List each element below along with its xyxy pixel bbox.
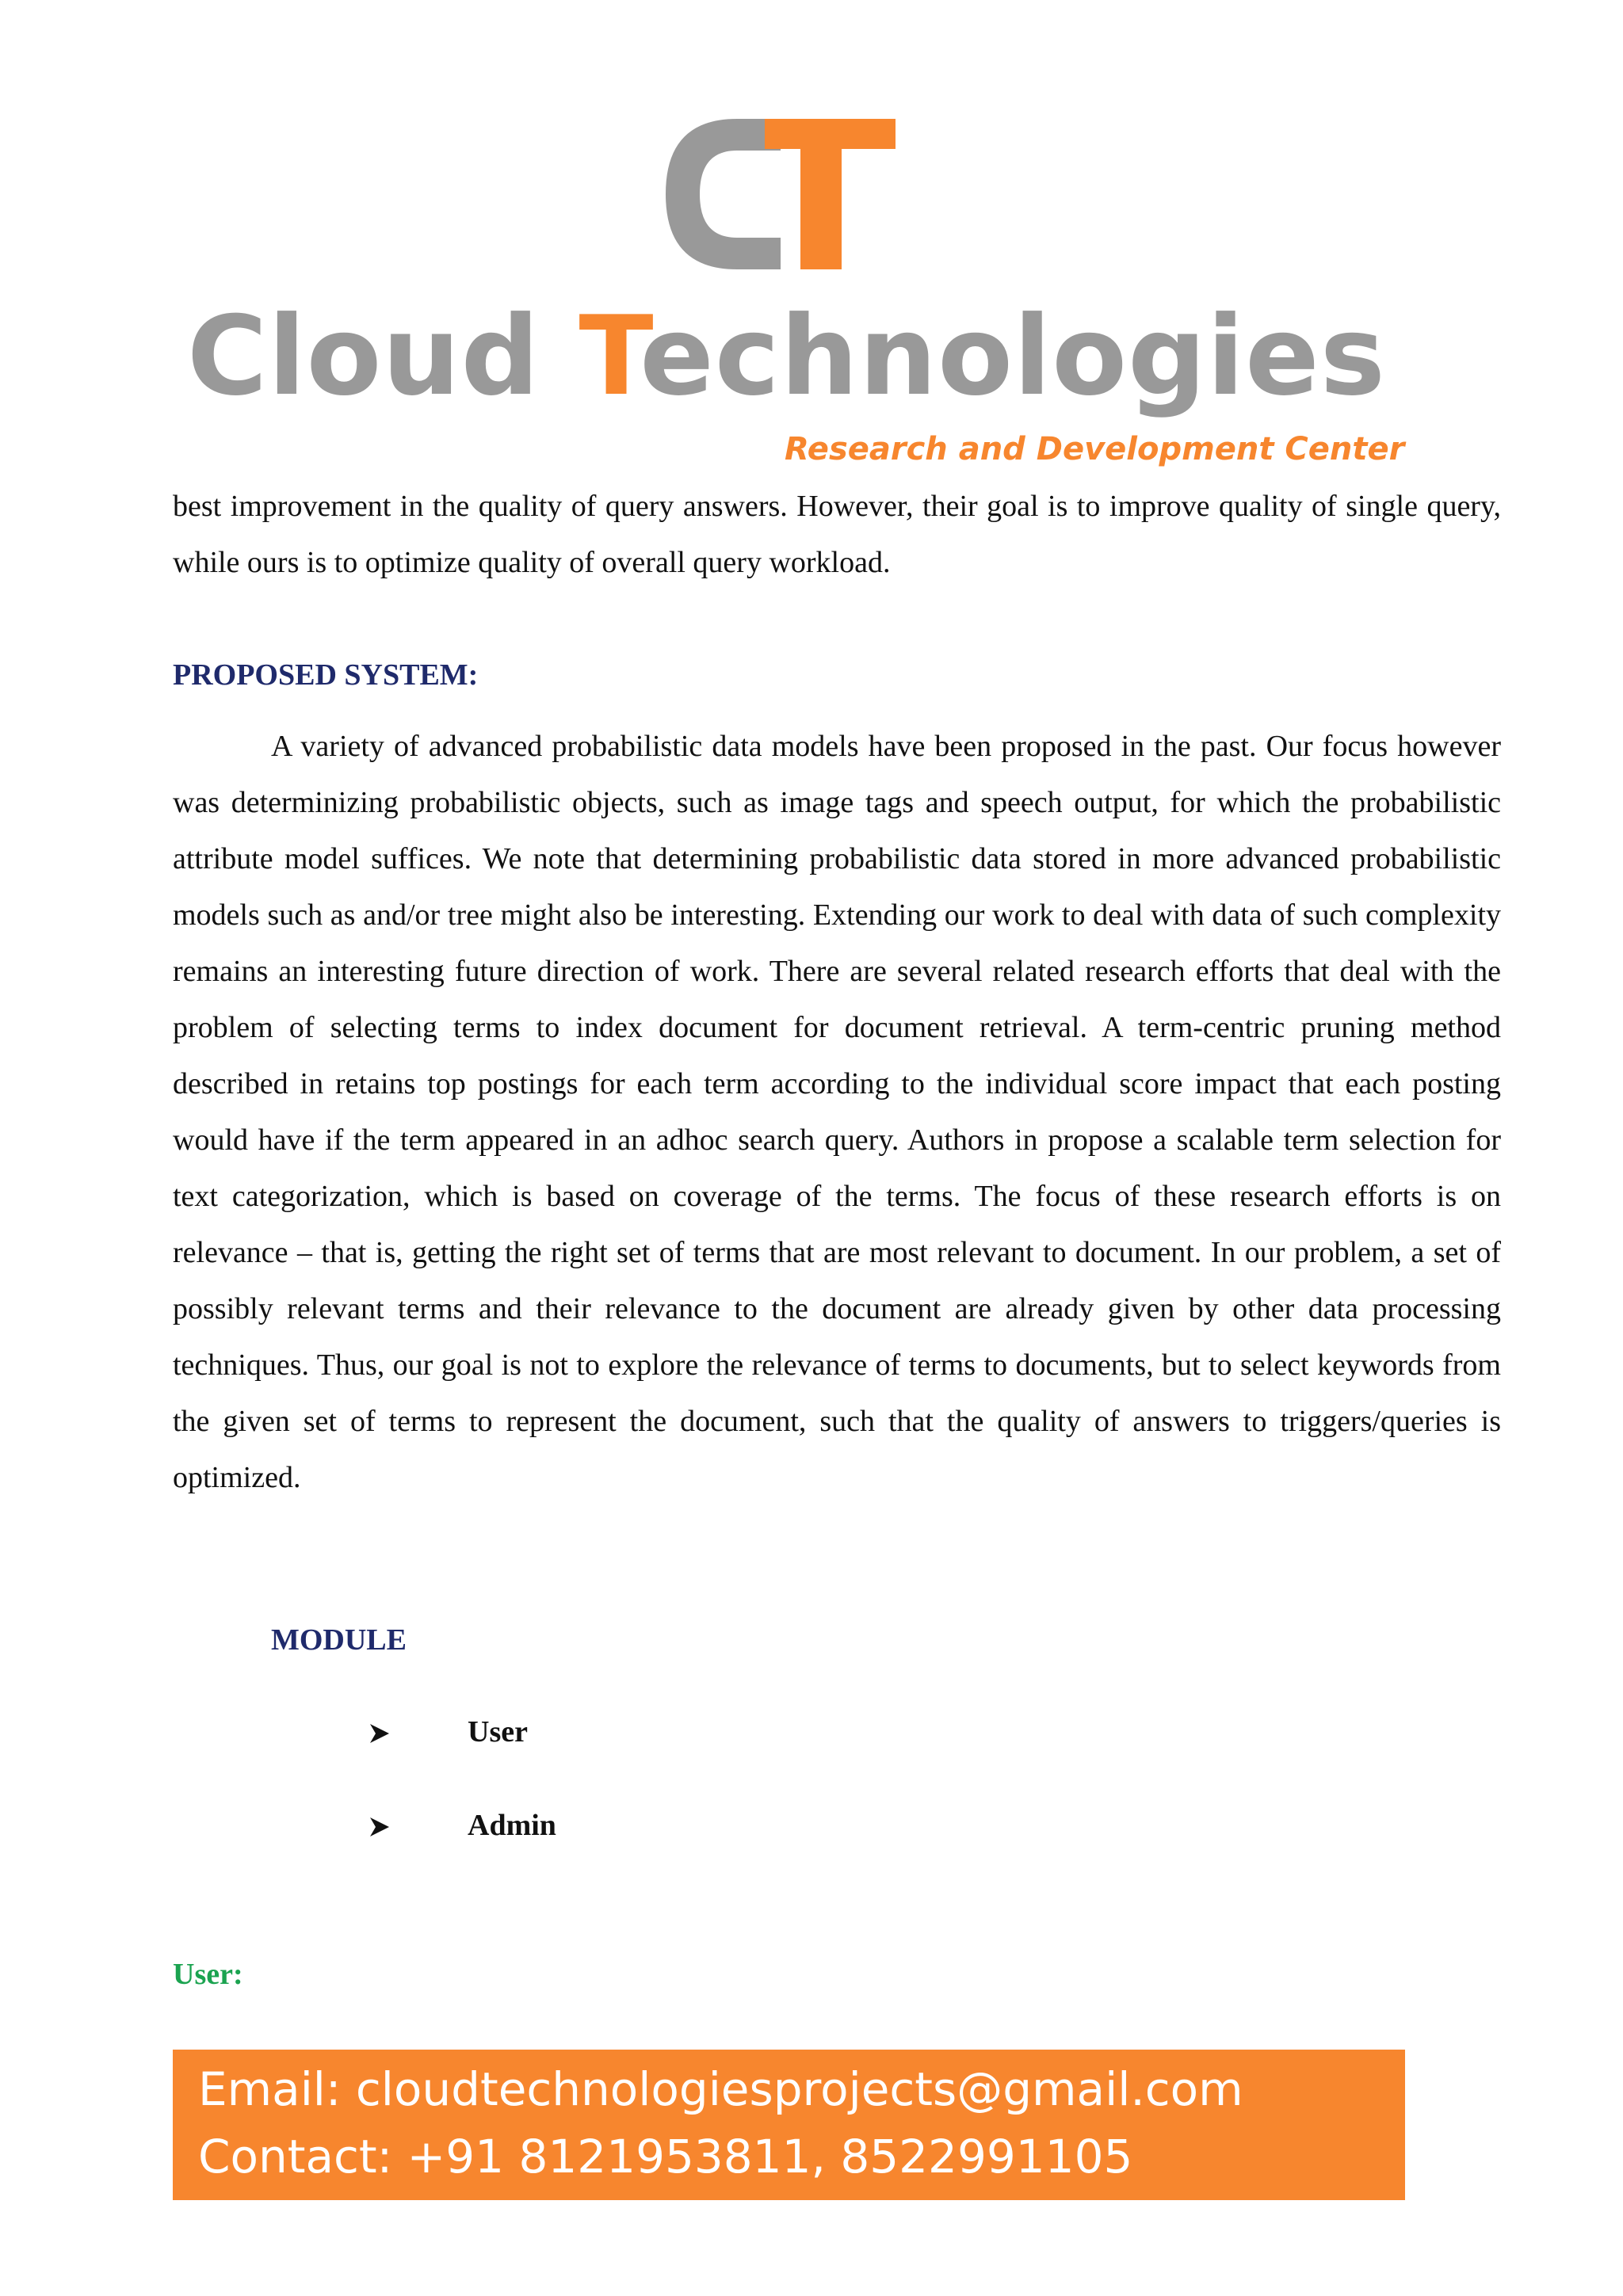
intro-paragraph: best improvement in the quality of query answers. However, their goal is to improve quality of single query, while ours is to optimize quality of overall query workload.: [173, 490, 1501, 579]
logo-title: [187, 293, 1423, 420]
user-heading: User:: [173, 1958, 243, 1991]
cloud-technologies-logo-icon: [662, 119, 899, 277]
contact-email: Email: cloudtechnologiesprojects@gmail.com: [198, 2062, 1243, 2116]
contact-phone: Contact: +91 8121953811, 8522991105: [198, 2130, 1133, 2183]
logo-title-part2: echnologies: [640, 292, 1386, 420]
proposed-system-heading: PROPOSED SYSTEM:: [173, 658, 479, 692]
module-item-admin: Admin: [468, 1809, 556, 1842]
module-item-user: User: [468, 1715, 528, 1749]
logo-subtitle: Research and Development Center: [785, 431, 1405, 467]
arrow-bullet-icon: [369, 1722, 391, 1745]
logo-title-part1: Cloud: [187, 292, 579, 420]
contact-banner: [173, 2050, 1405, 2200]
proposed-system-paragraph: A variety of advanced probabilistic data models have been proposed in the past. Our focus however was determinizing probabilistic objects, such as image tags and speech output, for which the probabilistic attribute model suffices. We note that determining probabilistic data stored in more advanced probabilistic models such as and/or tree might also be interesting. Extending our work to deal with data of such complexity remains an interesting future direction of work. There are several related research efforts that deal with the problem of selecting terms to index document for document retrieval. A term-centric pruning method described in retains top postings for each term according to the individual score impact that each posting would have if the term appeared in an adhoc search query. Authors in propose a scalable term selection for text categorization, which is based on coverage of the terms. The focus of these research efforts is on relevance – that is, getting the right set of terms that are most relevant to document. In our problem, a set of possibly relevant terms and their relevance to the document are already given by other data processing techniques. Thus, our goal is not to explore the relevance of terms to documents, but to select keywords from the given set of terms to represent the document, such that the quality of answers to triggers/queries is optimized.: [173, 730, 1501, 1494]
arrow-bullet-icon: [369, 1816, 391, 1838]
module-heading: MODULE: [271, 1623, 407, 1657]
logo-title-accent: T: [579, 292, 640, 420]
